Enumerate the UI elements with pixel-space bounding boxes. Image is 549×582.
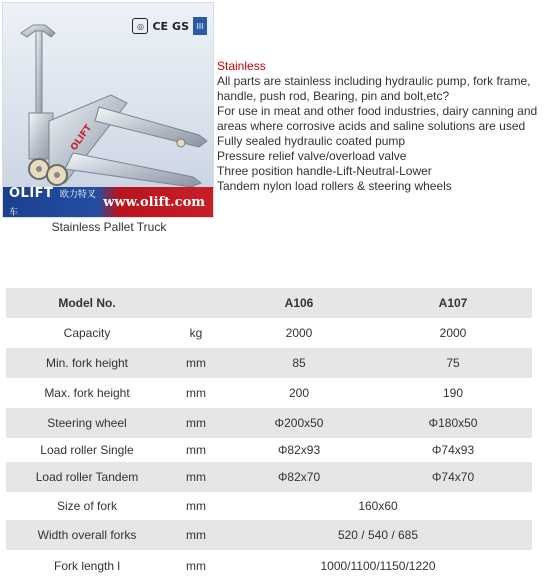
- description-line: All parts are stainless including hydraulic pump, fork frame,: [217, 74, 531, 88]
- spec-table: [6, 288, 532, 582]
- description-line: For use in meat and other food industries, dairy canning and: [217, 104, 538, 118]
- spec-unit: mm: [186, 443, 206, 457]
- spec-unit: mm: [186, 559, 206, 573]
- spec-label: Load roller Single: [40, 443, 134, 457]
- table-row: [6, 348, 532, 378]
- spec-header-label: Model No.: [6, 288, 168, 318]
- table-row: [6, 378, 532, 408]
- table-row: [6, 550, 532, 582]
- product-description: [217, 59, 549, 194]
- spec-value-shared: 1000/1100/1150/1220: [320, 559, 436, 573]
- brand-url[interactable]: www.olift.com: [103, 194, 205, 210]
- spec-value-a107: Φ74x93: [431, 443, 475, 457]
- spec-label: Load roller Tandem: [6, 462, 168, 492]
- spec-value-a106: Φ82x93: [277, 443, 321, 457]
- table-row: [6, 492, 532, 520]
- spec-value-a106: 2000: [285, 326, 313, 340]
- description-line: handle, push rod, Bearing, pin and bolt,etc?: [217, 89, 450, 103]
- certification-badges: [132, 17, 207, 35]
- spec-header-unit: [168, 288, 224, 318]
- table-row: [6, 408, 532, 438]
- description-line: Three position handle-Lift-Neutral-Lower: [217, 164, 432, 178]
- fork-left: [95, 107, 207, 147]
- spec-value-a106: Φ200x50: [224, 408, 374, 438]
- product-caption: Stainless Pallet Truck: [51, 220, 167, 234]
- spec-unit: mm: [168, 348, 224, 378]
- spec-unit: mm: [168, 462, 224, 492]
- description-title: Stainless: [217, 59, 266, 73]
- spec-label: Size of fork: [56, 499, 118, 513]
- spec-header-a106: A106: [224, 288, 374, 318]
- table-row: [6, 520, 532, 550]
- spec-value-a107: Φ180x50: [374, 408, 532, 438]
- spec-label: Steering wheel: [6, 408, 168, 438]
- spec-unit: mm: [168, 408, 224, 438]
- truck-brand-label: OLIFT: [69, 123, 95, 153]
- gs-mark: GS: [172, 19, 189, 33]
- spec-label: Fork length l: [53, 559, 121, 573]
- load-roller: [177, 139, 185, 147]
- spec-unit: kg: [189, 326, 203, 340]
- spec-value-a106: 85: [224, 348, 374, 378]
- spec-value-shared: 160x60: [358, 499, 398, 513]
- spec-label: Max. fork height: [44, 386, 130, 400]
- spec-value-a107: 190: [442, 386, 464, 400]
- brand-logo: OLIFT: [9, 186, 54, 201]
- spec-unit: mm: [168, 520, 224, 550]
- description-line: Fully sealed hydraulic coated pump: [217, 134, 406, 148]
- brand-bar: [3, 187, 213, 217]
- description-line: areas where corrosive acids and saline solutions are used: [217, 119, 526, 133]
- quality-seal-icon: ◎: [132, 18, 148, 34]
- handle-bar: [36, 31, 42, 121]
- spec-unit: mm: [186, 386, 206, 400]
- spec-value-a106: 200: [288, 386, 310, 400]
- spec-label: Width overall forks: [6, 520, 168, 550]
- spec-label: Capacity: [63, 326, 111, 340]
- table-row: [6, 438, 532, 462]
- product-image: [2, 2, 214, 218]
- cert-logo: III: [193, 17, 207, 35]
- spec-value-a106: Φ82x70: [224, 462, 374, 492]
- spec-value-shared: 520 / 540 / 685: [224, 520, 532, 550]
- spec-header-a107: A107: [374, 288, 532, 318]
- fork-right: [65, 153, 201, 187]
- spec-value-a107: Φ74x70: [374, 462, 532, 492]
- ce-mark: CE: [152, 19, 169, 33]
- brand-subtitle: 欧力特叉车: [9, 189, 96, 217]
- description-line: Tandem nylon load rollers & steering wheels: [217, 179, 452, 193]
- spec-label: Min. fork height: [6, 348, 168, 378]
- spec-unit: mm: [186, 499, 206, 513]
- table-row: [6, 318, 532, 348]
- spec-value-a107: 75: [374, 348, 532, 378]
- spec-header-row: [6, 288, 532, 318]
- spec-value-a107: 2000: [439, 326, 467, 340]
- description-line: Pressure relief valve/overload valve: [217, 149, 407, 163]
- table-row: [6, 462, 532, 492]
